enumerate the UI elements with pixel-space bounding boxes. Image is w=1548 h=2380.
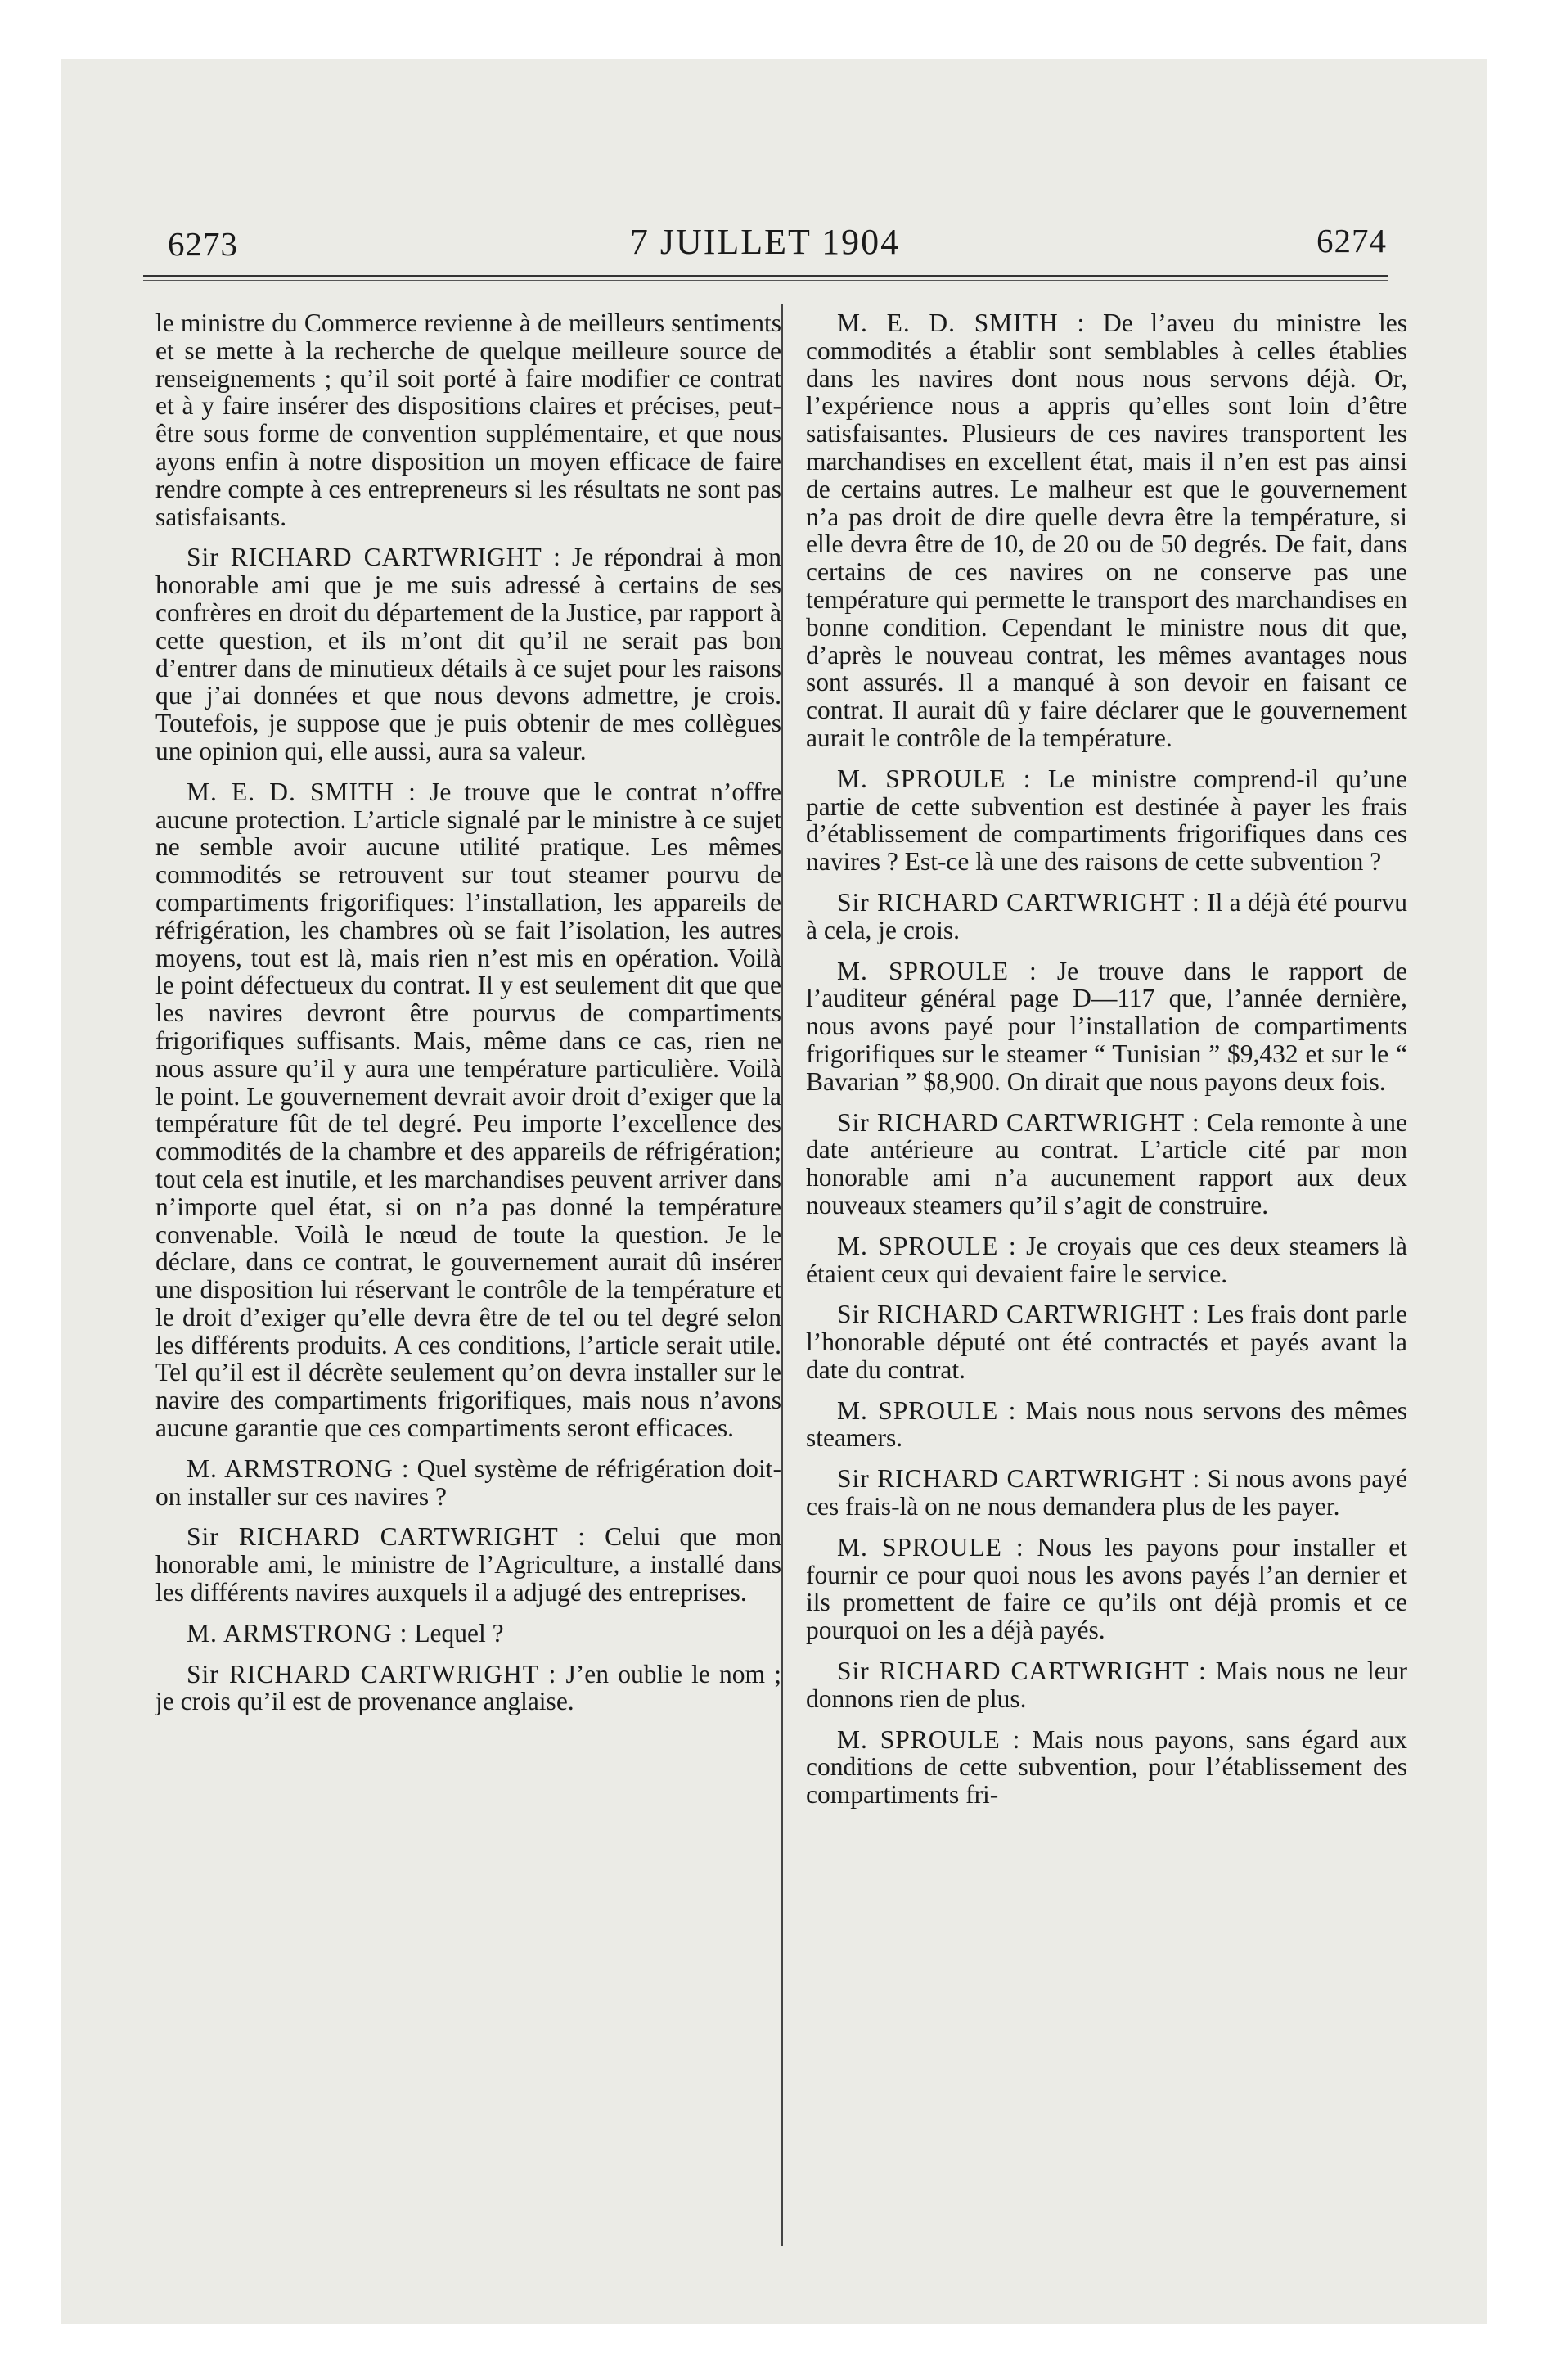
speech-text: Mais nous payons, sans égard aux conditions de cette subvention, pour l’établissement des compartiments fri- [806, 1724, 1408, 1810]
paragraph [806, 1534, 1407, 1644]
speech-text: Les frais dont parle l’honorable député ont été contractés et payés avant la date du contrat. [806, 1300, 1407, 1384]
paragraph [806, 1109, 1407, 1219]
speech-text: Si nous avons payé ces frais-là on ne nous demandera plus de les payer. [806, 1464, 1408, 1521]
speech-text: J’en oublie le nom ; je crois qu’il est de provenance anglaise. [155, 1659, 781, 1716]
speaker-name: M. E. D. SMITH : [837, 309, 1086, 337]
speaker-name: Sir RICHARD CARTWRIGHT : [187, 1659, 557, 1688]
left-column [155, 309, 781, 1729]
paragraph [155, 543, 781, 764]
page-number-left: 6273 [168, 225, 238, 263]
paragraph [806, 1233, 1407, 1288]
speaker-name: M. SPROULE : [837, 1395, 1017, 1425]
speech-text: Celui que mon honorable ami, le ministre de l’Agriculture, a installé dans les différents navires auxquels il a adjugé des entreprises. [155, 1522, 781, 1607]
paragraph [806, 1397, 1407, 1453]
speech-text: Mais nous nous servons des mêmes steamers. [806, 1395, 1407, 1453]
speech-text: Nous les payons pour installer et fournir ce pour quoi nous les avons payés l’an dernier et ils promettent de faire ce qu’ils ont déjà promis et ce pourquoi on les a déjà payés. [806, 1532, 1408, 1645]
page-number-right: 6274 [1316, 222, 1387, 259]
paragraph [806, 309, 1407, 752]
speech-text: Mais nous ne leur donnons rien de plus. [806, 1657, 1408, 1713]
paragraph [155, 778, 781, 1442]
speaker-name: M. SPROULE : [837, 764, 1032, 793]
speech-text: Lequel ? [414, 1618, 504, 1648]
speaker-name: M. E. D. SMITH : [187, 777, 416, 806]
paragraph [806, 1465, 1407, 1521]
speaker-name: Sir RICHARD CARTWRIGHT : [837, 1657, 1207, 1686]
speaker-name: Sir RICHARD CARTWRIGHT : [187, 1522, 587, 1552]
header-rule-thin [143, 280, 1388, 281]
paragraph [155, 1661, 781, 1716]
speaker-name: M. SPROULE : [837, 1231, 1017, 1260]
paragraph: le ministre du Commerce revienne à de meilleurs sentiments et se mette à la recherche de quelque meilleure source de renseignements ; qu’il soit porté à faire modifier ce contrat et à y faire insérer des dispositions claires et précises, peut-être sous forme de convention supplémentaire, et que nous ayons enfin à notre disposition un moyen efficace de faire rendre compte à ces entrepreneurs si les résultats ne sont pas satisfaisants. [155, 309, 781, 531]
paragraph [806, 1726, 1407, 1809]
page-date: 7 JUILLET 1904 [629, 222, 901, 262]
speaker-name: Sir RICHARD CARTWRIGHT : [837, 1107, 1200, 1137]
paragraph [806, 1657, 1407, 1713]
paragraph [806, 765, 1407, 876]
page-header [143, 221, 1387, 270]
speaker-name: M. SPROULE : [837, 1724, 1021, 1754]
paragraph [806, 889, 1407, 944]
speech-text: Quel système de réfrigération doit-on installer sur ces navires ? [155, 1454, 781, 1511]
speech-text: Il a déjà été pourvu à cela, je crois. [806, 887, 1408, 944]
paragraph [806, 1300, 1407, 1383]
speech-text: Cela remonte à une date antérieure au contrat. L’article cité par mon honorable ami n’a aucunement rapport aux deux nouveaux steamers qu’il s’agit de construire. [806, 1107, 1408, 1219]
speaker-name: M. SPROULE : [837, 1532, 1024, 1562]
speaker-name: M. SPROULE : [837, 956, 1037, 985]
paragraph [806, 958, 1407, 1096]
speaker-name: Sir RICHARD CARTWRIGHT : [187, 543, 561, 572]
speech-text: Je trouve dans le rapport de l’auditeur général page D—117 que, l’année dernière, nous avons payé pour l’installation de compartiments frigorifiques sur le steamer “ Tunisian ” $9,432 et sur le “ Bavarian ” $8,900. On dirait que nous payons deux fois. [806, 956, 1407, 1096]
speech-text: De l’aveu du ministre les commodités a établir sont semblables à celles établies dans les navires dont nous nous servons déjà. Or, l’expérience nous a appris qu’elles sont loin d’être satisfaisantes. Plusieurs de ces navires transportent les marchandises en excellent état, mais il n’en est pas ainsi de certains autres. Le malheur est que le gouvernement n’a pas droit de dire quelle devra être la température, si elle devra être de 10, de 20 ou de 50 degrés. De fait, dans certains de ces navires on ne conserve pas une température qui permette le transport des marchandises en bonne condition. Cependant le ministre nous dit que, d’après le nouveau contrat, les mêmes avantages nous sont assurés. Il a manqué à son devoir en faisant ce contrat. Il aurait dû y faire déclarer que le gouvernement aurait le contrôle de la température. [806, 309, 1407, 752]
column-divider [781, 304, 783, 2246]
speaker-name: Sir RICHARD CARTWRIGHT : [837, 1300, 1200, 1329]
speaker-name: Sir RICHARD CARTWRIGHT : [837, 1464, 1201, 1494]
speaker-name: M. ARMSTRONG : [187, 1618, 408, 1648]
speech-text: Le ministre comprend-il qu’une partie de cette subvention est destinée à payer les frais d’établissement de compartiments frigorifiques dans ces navires ? Est-ce là une des raisons de cette subvention ? [806, 764, 1407, 877]
speaker-name: M. ARMSTRONG : [187, 1454, 410, 1483]
right-column [806, 309, 1407, 1822]
speech-text: Je répondrai à mon honorable ami que je me suis adressé à certains de ses confrères en droit du département de la Justice, par rapport à cette question, et ils m’ont dit qu’il ne serait pas bon d’entrer dans de minutieux détails à ce sujet pour les raisons que j’ai données et que nous devons admettre, je crois. Toutefois, je suppose que je puis obtenir de mes collègues une opinion qui, elle aussi, aura sa valeur. [155, 543, 782, 765]
speech-text: Je croyais que ces deux steamers là étaient ceux qui devaient faire le service. [806, 1231, 1407, 1288]
header-rule [143, 275, 1388, 277]
paragraph [155, 1620, 781, 1648]
speech-text: Je trouve que le contrat n’offre aucune protection. L’article signalé par le ministre à ce sujet ne semble avoir aucune utilité pratique. Les mêmes commodités se retrouvent sur tout steamer pourvu de compartiments frigorifiques: l’installation, les appareils de réfrigération, les chambres où se fait l’isolation, les autres moyens, tout est là, mais rien n’est mis en opération. Voilà le point défectueux du contrat. Il y est seulement dit que que les navires devront être pourvus de compartiments frigorifiques suffisants. Mais, même dans ce cas, rien ne nous assure qu’il y aura une température particulière. Voilà le point. Le gouvernement devrait avoir droit d’exiger que la température fût de tel degré. Peu importe l’excellence des commodités de la chambre et des appareils de réfrigération; tout cela est inutile, et les marchandises peuvent arriver dans n’importe quel état, si on n’a pas donné la température convenable. Voilà le nœud de toute la question. Je le déclare, dans ce contrat, le gouvernement aurait dû insérer une disposition lui réservant le contrôle de la température et le droit d’exiger qu’elle devra être de tel ou tel degré selon les différents produits. A ces conditions, l’article serait utile. Tel qu’il est il décrète seulement qu’on devra installer sur le navire des compartiments frigorifiques, mais nous n’avons aucune garantie que ces compartiments seront efficaces. [155, 777, 781, 1443]
paragraph [155, 1455, 781, 1511]
speaker-name: Sir RICHARD CARTWRIGHT : [837, 887, 1200, 917]
paragraph [155, 1523, 781, 1606]
